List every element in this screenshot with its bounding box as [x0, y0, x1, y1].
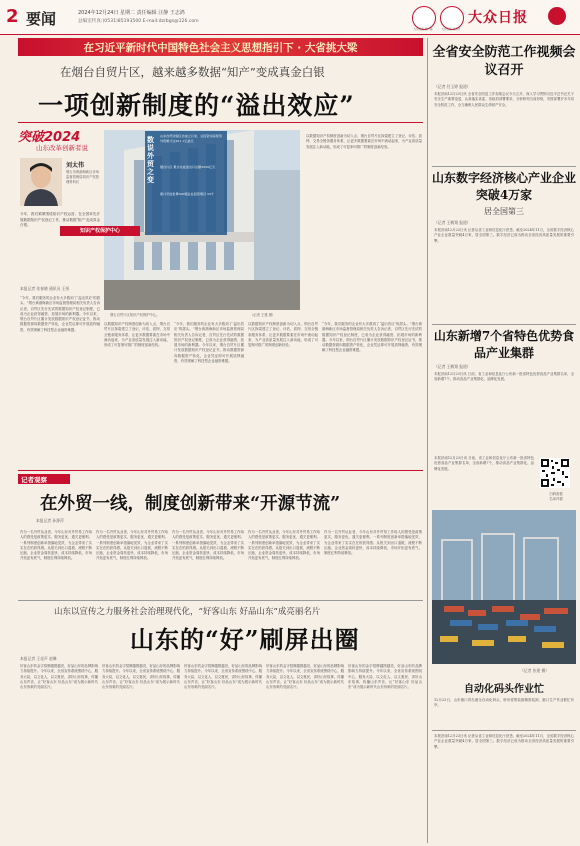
story3-body-cont: 本报济南12月23日讯 日前，省工业和信息化厅公布新一批省特色优势食品产业集群名单，全省新增7个，推动食品产业集群化、品牌化发展。	[434, 456, 534, 471]
theme-banner-text: 在习近平新时代中国特色社会主义思想指引下 · 大省挑大梁	[83, 42, 358, 54]
lead-body-col6: 以数据知识产权制度创新为切入点，烟台自贸片区探索建立了登记、评估、质押、交易全链条服务体系，让更多数据要素在市场中流动起来，为产业高质量发展注入新动能，形成了可复制可推广的制度创新经验。	[306, 134, 422, 149]
feature-byline: 本报记者 孙源萍	[36, 518, 64, 523]
person-quote: 今年，我们紧紧围绕知识产权运营，在全国率先开展数据知识产权登记工作，推动数据‘知产’变成真金白银。	[20, 212, 100, 228]
divider	[432, 324, 576, 325]
douyin-logo-icon	[440, 6, 464, 30]
stat-item-1: 山东自贸试验区自成立以来，总投资实际使用外资累计达221.1亿美元	[160, 134, 222, 143]
lead-body-col3: “今年，我们服务的企业有大多数到了‘溢出效应’的甜头。”烟台黄渤海新区市场监督管理局相关负责人告诉记者，自贸区先行先试的数据知识产权登记制度，已成为企业获得融资、拓展市场的新利器。今年以来，烟台自贸片区累计发放数据知识产权登记证书，推动数据资源向数据资产转化，企业凭证即可开展质押融资，有效缓解了科技型企业融资难题。	[174, 322, 244, 364]
promo-headline: 山东的“好”刷屏出圈	[130, 625, 360, 654]
sidebar-more-body: 本报济南12月23日讯 记者从省工业和信息化厅获悉，截至2024年11月，全省数字经济核心产业企业数量突破4万家，居全国第三。数字经济已成为推动全省经济高质量发展的重要引擎。	[434, 734, 574, 749]
story2-body: 本报济南12月23日讯 记者从省工业和信息化厅获悉，截至2024年11月，全省数字经济核心产业企业数量突破4万家，居全国第三。数字经济已成为推动全省经济高质量发展的重要引擎。	[434, 228, 574, 243]
port-photo-title: 自动化码头作业忙	[464, 684, 544, 695]
lead-byline: 本报记者 张春晓 通讯员 王彤	[20, 286, 70, 291]
stats-box	[145, 131, 227, 235]
lead-body-col5: “今年，我们服务的企业有大多数到了‘溢出效应’的甜头。”烟台黄渤海新区市场监督管理局相关负责人告诉记者，自贸区先行先试的数据知识产权登记制度，已成为企业获得融资、拓展市场的新利器。今年以来，烟台自贸片区累计发放数据知识产权登记证书，推动数据资源向数据资产转化，企业凭证即可开展质押融资，有效缓解了科技型企业融资难题。	[322, 322, 422, 353]
divider	[18, 470, 423, 471]
lead-body-col4: 以数据知识产权制度创新为切入点，烟台自贸片区探索建立了登记、评估、质押、交易全链条服务体系，让更多数据要素在市场中流动起来，为产业高质量发展注入新动能，形成了可复制可推广的制度创新经验。	[248, 322, 318, 348]
story2-subtitle: 居全国第三	[484, 207, 524, 216]
divider	[18, 600, 423, 601]
column-badge: 突破2024	[18, 130, 81, 145]
divider	[432, 730, 576, 731]
promo-body-col4: 好客山东的金字招牌越擦越亮，好品山东的品牌影响力持续提升。今年以来，全省宣传系统围绕中心、服务大局，以文化人、以文惠民，讲好山东故事，传播山东声音，让“好客山东 好品山东”成为展示新时代山东形象的亮丽名片。	[266, 664, 344, 690]
qr-caption: 扫码查看 名单详情	[549, 492, 563, 502]
qr-code[interactable]	[540, 458, 570, 488]
promo-body-col1: 好客山东的金字招牌越擦越亮，好品山东的品牌影响力持续提升。今年以来，全省宣传系统围绕中心、服务大局，以文化人、以文惠民，讲好山东故事，传播山东声音，让“好客山东 好品山东”成为展示新时代山东形象的亮丽名片。	[20, 664, 98, 690]
stat-item-2: 烟台片区 累计完成进出口总额2250亿元	[160, 165, 216, 169]
dateline: 2024年12月24日 星期二 责任编辑 汪静 王志鸿	[78, 10, 185, 16]
port-photo-credit: （记者 张建 摄）	[520, 668, 549, 673]
story1-body: 本报济南12月23日讯 全省安全防范工作视频会议今天召开，深入学习贯彻习近平总书记关于安全生产重要论述，认真落实省委、省政府部署要求，分析研判当前形势，安排部署岁末年初安全防范工作，全力确保人民群众生命财产安全。	[434, 92, 574, 107]
divider	[18, 122, 423, 123]
stats-title: 数说外贸之变	[147, 135, 154, 184]
story2-byline: （记者 王鹤翔 报道）	[434, 220, 471, 225]
story3-title: 山东新增7个省特色优势食品产业集群	[433, 329, 575, 360]
story2-title: 山东数字经济核心产业企业突破4万家	[432, 171, 577, 202]
person-name: 刘太伟	[66, 162, 85, 169]
building-sign: 知识产权保护中心	[60, 226, 140, 236]
page-number: 2	[6, 6, 19, 27]
promo-body-col5: 好客山东的金字招牌越擦越亮，好品山东的品牌影响力持续提升。今年以来，全省宣传系统围绕中心、服务大局，以文化人、以文惠民，讲好山东故事，传播山东声音，让“好客山东 好品山东”成为展示新时代山东形象的亮丽名片。	[348, 664, 422, 690]
feature-body-col1: 作为一名外贸从业者，今年山东对外贸易工作给人的感受是政策更实、服务更优、通关更便利。一系列制度创新举措落地见效，为企业带来了实实在在的获得感。从报关到出口退税，流程不断压缩，企业资金周转更快，成本持续降低，市场开拓更有底气，制度红利持续释放。	[20, 530, 92, 561]
promo-body-col2: 好客山东的金字招牌越擦越亮，好品山东的品牌影响力持续提升。今年以来，全省宣传系统围绕中心、服务大局，以文化人、以文惠民，讲好山东故事，传播山东声音，让“好客山东 好品山东”成为展示新时代山东形象的亮丽名片。	[102, 664, 180, 690]
promo-body-col3: 好客山东的金字招牌越擦越亮，好品山东的品牌影响力持续提升。今年以来，全省宣传系统围绕中心、服务大局，以文化人、以文惠民，讲好山东故事，传播山东声音，让“好客山东 好品山东”成为展示新时代山东形象的亮丽名片。	[184, 664, 262, 690]
photo-caption: 烟台自贸片区知识产权保护中心。	[110, 313, 160, 317]
feature-body-col5: 作为一名外贸从业者，今年山东对外贸易工作给人的感受是政策更实、服务更优、通关更便利。一系列制度创新举措落地见效，为企业带来了实实在在的获得感。从报关到出口退税，流程不断压缩，企业资金周转更快，成本持续降低，市场开拓更有底气，制度红利持续释放。	[324, 530, 422, 556]
port-photo-caption: 12月23日，山东港口青岛港全自动化码头，桥吊将集装箱精准装卸，港口生产作业繁忙有序。	[434, 698, 574, 708]
feature-body-col3: 作为一名外贸从业者，今年山东对外贸易工作给人的感受是政策更实、服务更优、通关更便利。一系列制度创新举措落地见效，为企业带来了实实在在的获得感。从报关到出口退税，流程不断压缩，企业资金周转更快，成本持续降低，市场开拓更有底气，制度红利持续释放。	[172, 530, 244, 561]
photo-credit: （记者 王建 摄）	[250, 313, 276, 317]
column-divider	[427, 38, 428, 843]
lead-subtitle: 在烟台自贸片区，越来越多数据“知产”变成真金白银	[60, 65, 325, 79]
person-portrait	[20, 158, 62, 206]
lead-body-col1: “今年，我们服务的企业有大多数到了‘溢出效应’的甜头。”烟台黄渤海新区市场监督管理局相关负责人告诉记者，自贸区先行先试的数据知识产权登记制度，已成为企业获得融资、拓展市场的新利器。今年以来，烟台自贸片区累计发放数据知识产权登记证书，推动数据资源向数据资产转化，企业凭证即可开展质押融资，有效缓解了科技型企业融资难题。	[20, 296, 100, 332]
client-logo-icon	[412, 6, 436, 30]
divider	[432, 166, 576, 167]
lead-body-col2: 以数据知识产权制度创新为切入点，烟台自贸片区探索建立了登记、评估、质押、交易全链条服务体系，让更多数据要素在市场中流动起来，为产业高质量发展注入新动能，形成了可复制可推广的制度创新经验。	[104, 322, 170, 348]
port-photo	[432, 510, 576, 664]
promo-subtitle: 山东以宣传之力服务社会治理现代化，“好客山东 好品山东”成亮丽名片	[54, 607, 321, 617]
douyin-logo-label: 大众日报 抖音号	[441, 28, 461, 31]
contact-line: 总编室传真:(0531)85193500 E-mail:dzrbgs@126.com	[78, 19, 199, 24]
story1-byline: （记者 付玉婷 报道）	[434, 84, 471, 89]
feature-body-col4: 作为一名外贸从业者，今年山东对外贸易工作给人的感受是政策更实、服务更优、通关更便利。一系列制度创新举措落地见效，为企业带来了实实在在的获得感。从报关到出口退税，流程不断压缩，企业资金周转更快，成本持续降低，市场开拓更有底气，制度红利持续释放。	[248, 530, 320, 561]
feature-headline: 在外贸一线，制度创新带来“开源节流”	[40, 494, 341, 514]
stat-item-3: 累计引进世界500强企业投资项目 53个	[160, 192, 215, 196]
story1-title: 全省安全防范工作视频会议召开	[432, 45, 576, 78]
feature-tag: 记者观察	[21, 476, 47, 484]
person-caption: 烟台市黄渤海新区市场监督管理局知识产权管理科科长	[66, 170, 99, 184]
section-title: 要闻	[26, 10, 57, 28]
column-subtitle: 山东改革创新者说	[36, 144, 88, 152]
masthead: 大众日报	[468, 10, 528, 26]
lead-headline: 一项创新制度的“溢出效应”	[38, 91, 355, 120]
story3-byline: （记者 王鹤翔 报道）	[434, 364, 471, 369]
client-logo-label: 大众日报 客户端	[413, 28, 433, 31]
promo-byline: 本报记者 王佳声 赵琳	[20, 656, 57, 661]
newspaper-seal-icon	[548, 7, 566, 25]
feature-body-col2: 作为一名外贸从业者，今年山东对外贸易工作给人的感受是政策更实、服务更优、通关更便利。一系列制度创新举措落地见效，为企业带来了实实在在的获得感。从报关到出口退税，流程不断压缩，企业资金周转更快，成本持续降低，市场开拓更有底气，制度红利持续释放。	[96, 530, 168, 561]
story3-body: 本报济南12月23日讯 日前，省工业和信息化厅公布新一批省特色优势食品产业集群名单，全省新增7个，推动食品产业集群化、品牌化发展。	[434, 372, 574, 382]
